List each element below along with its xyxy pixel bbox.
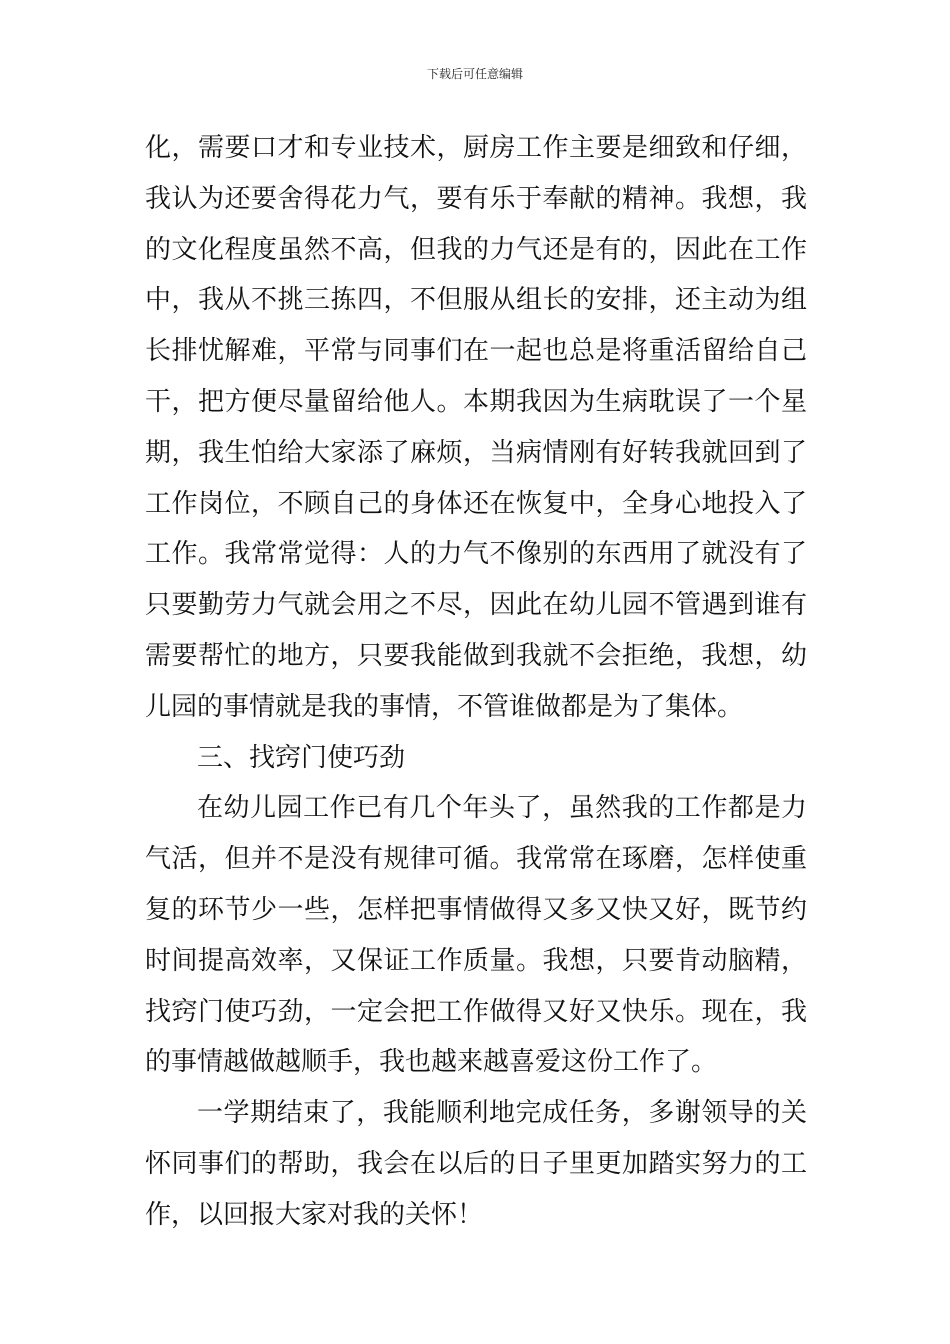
text-line: 我认为还要舍得花力气，要有乐于奉献的精神。我想，我 <box>145 183 807 214</box>
text-line: 只要勤劳力气就会用之不尽，因此在幼儿园不管遇到谁有 <box>145 590 807 621</box>
text-line: 的文化程度虽然不高，但我的力气还是有的，因此在工作 <box>145 234 807 265</box>
text-line: 的事情越做越顺手，我也越来越喜爱这份工作了。 <box>145 1047 718 1078</box>
text-line: 儿园的事情就是我的事情，不管谁做都是为了集体。 <box>145 691 744 722</box>
text-line: 干，把方便尽量留给他人。本期我因为生病耽误了一个星 <box>145 386 807 417</box>
section-heading: 三、找窍门使巧劲 <box>197 742 406 773</box>
text-line: 时间提高效率，又保证工作质量。我想，只要肯动脑精， <box>145 945 807 976</box>
text-line: 找窍门使巧劲，一定会把工作做得又好又快乐。现在，我 <box>145 996 807 1027</box>
text-line: 工作。我常常觉得：人的力气不像别的东西用了就没有了 <box>145 539 807 570</box>
text-line: 作，以回报大家对我的关怀！ <box>145 1199 484 1230</box>
text-line: 一学期结束了，我能顺利地完成任务，多谢领导的关 <box>197 1098 807 1129</box>
text-line: 化，需要口才和专业技术，厨房工作主要是细致和仔细， <box>145 133 807 163</box>
text-line: 复的环节少一些，怎样把事情做得又多又快又好，既节约 <box>145 894 807 925</box>
text-line: 在幼儿园工作已有几个年头了，虽然我的工作都是力 <box>197 793 807 824</box>
text-line: 需要帮忙的地方，只要我能做到我就不会拒绝，我想，幼 <box>145 640 807 671</box>
text-line: 怀同事们的帮助，我会在以后的日子里更加踏实努力的工 <box>145 1148 807 1179</box>
text-line: 气活，但并不是没有规律可循。我常常在琢磨，怎样使重 <box>145 844 807 875</box>
text-line: 工作岗位，不顾自己的身体还在恢复中，全身心地投入了 <box>145 488 807 519</box>
document-body <box>145 123 807 1241</box>
text-line: 长排忧解难，平常与同事们在一起也总是将重活留给自己 <box>145 336 807 367</box>
page-header: 下载后可任意编辑 <box>426 67 523 81</box>
text-line: 中，我从不挑三拣四，不但服从组长的安排，还主动为组 <box>145 285 807 316</box>
text-line: 期，我生怕给大家添了麻烦，当病情刚有好转我就回到了 <box>145 437 807 468</box>
